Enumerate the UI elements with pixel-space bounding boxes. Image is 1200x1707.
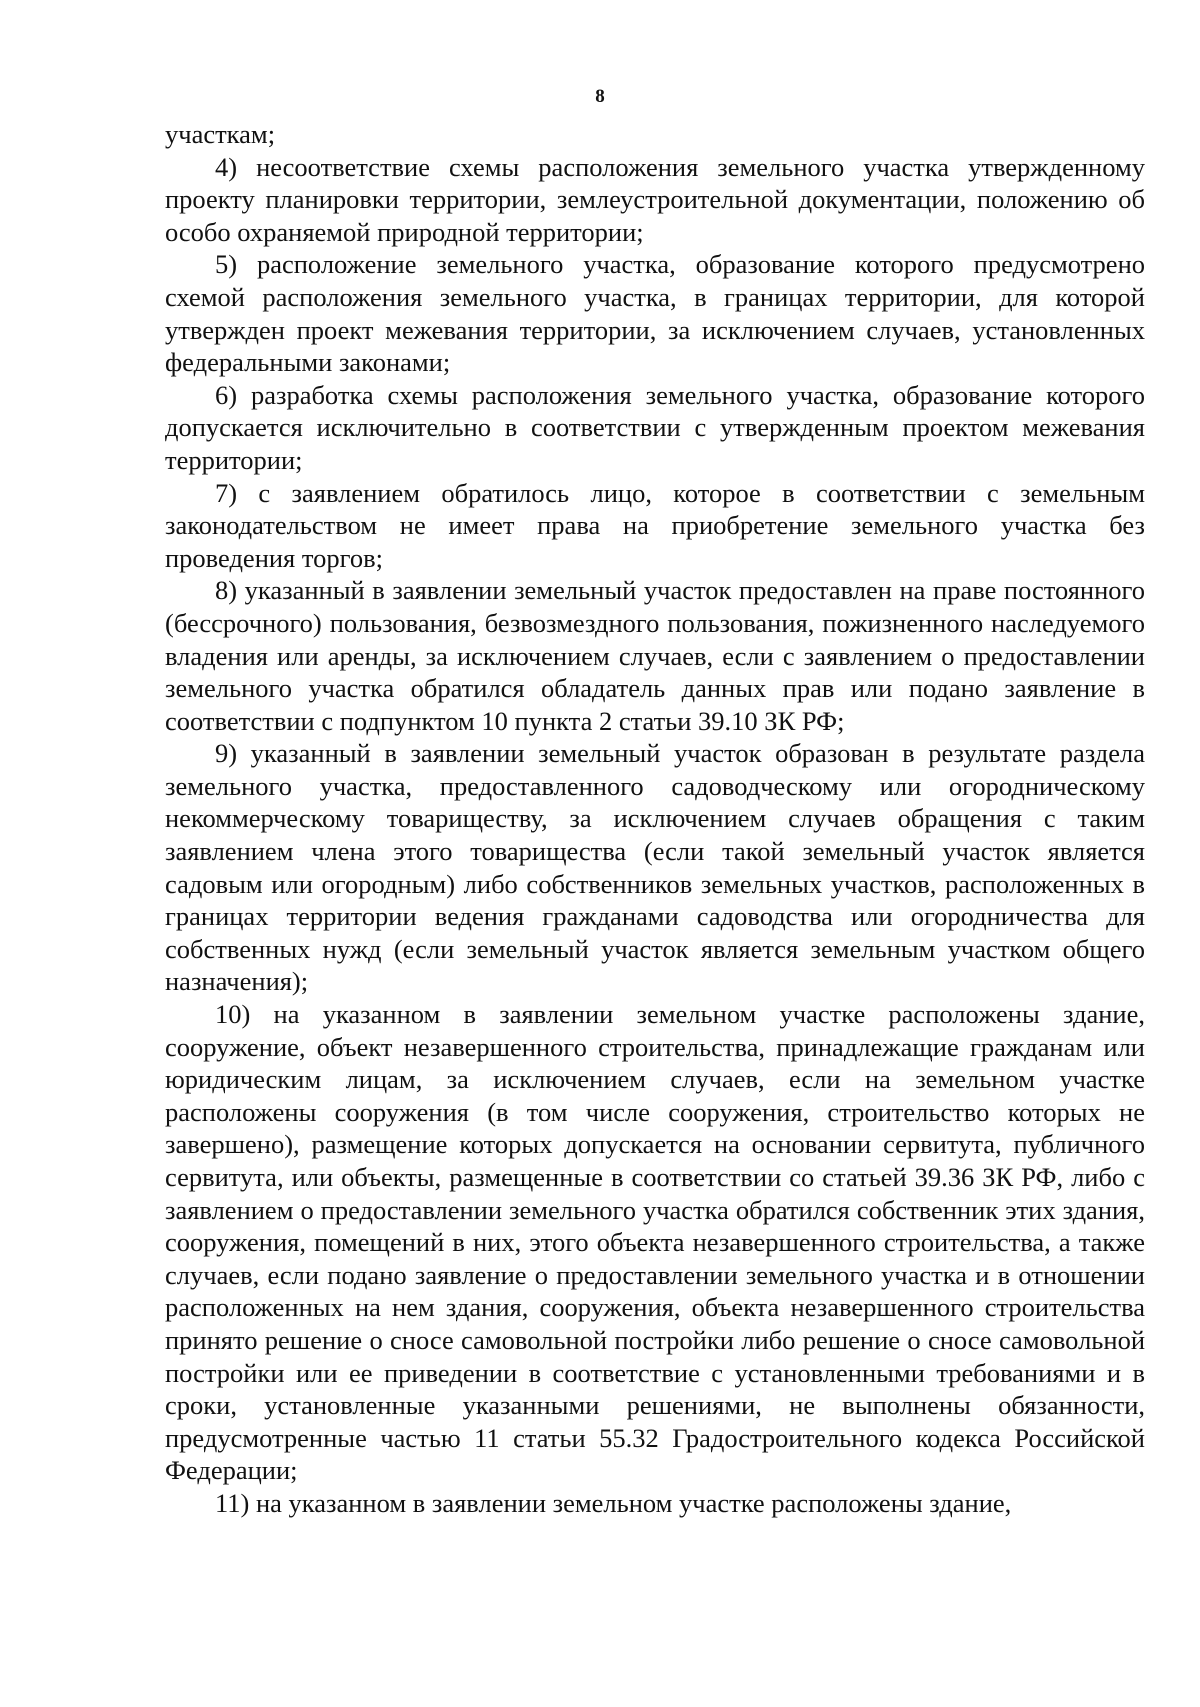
document-body (165, 118, 1145, 1520)
list-item-6: 6) разработка схемы расположения земельного участка, образование которого допускается исключительно в соответствии с утвержденным проектом межевания территории; (165, 379, 1145, 475)
list-item-8: 8) указанный в заявлении земельный участок предоставлен на праве постоянного (бессрочного) пользования, безвозмездного пользования, пожизненного наследуемого владения или аренды, за исключением случаев, если с заявлением о предоставлении земельного участка обратился обладатель данных прав или подано заявление в соответствии с подпунктом 10 пункта 2 статьи 39.10 ЗК РФ; (165, 575, 1145, 736)
list-item-10: 10) на указанном в заявлении земельном участке расположены здание, сооружение, объект незавершенного строительства, принадлежащие гражданам или юридическим лицам, за исключением случаев, если на земельном участке расположены сооружения (в том числе сооружения, строительство которых не завершено), размещение которых допускается на основании сервитута, публичного сервитута, или объекты, размещенные в соответствии со статьей 39.36 ЗК РФ, либо с заявлением о предоставлении земельного участка обратился собственник этих здания, сооружения, помещений в них, этого объекта незавершенного строительства, а также случаев, если подано заявление о предоставлении земельного участка и в отношении расположенных на нем здания, сооружения, объекта незавершенного строительства принято решение о сносе самовольной постройки либо решение о сносе самовольной постройки или ее приведении в соответствие с установленными требованиями и в сроки, установленные указанными решениями, не выполнены обязанности, предусмотренные частью 11 статьи 55.32 Градостроительного кодекса Российской Федерации; (165, 999, 1145, 1486)
list-item-7: 7) с заявлением обратилось лицо, которое в соответствии с земельным законодательством не имеет права на приобретение земельного участка без проведения торгов; (165, 477, 1145, 573)
paragraph-continuation: участкам; (165, 119, 276, 149)
list-item-4: 4) несоответствие схемы расположения земельного участка утвержденному проекту планировки территории, землеустроительной документации, положению об особо охраняемой природной территории; (165, 151, 1145, 247)
list-item-11: 11) на указанном в заявлении земельном участке расположены здание, (215, 1487, 1012, 1518)
list-item-9: 9) указанный в заявлении земельный участок образован в результате раздела земельного участка, предоставленного садоводческому или огородническому некоммерческому товариществу, за исключением случаев обращения с таким заявлением члена этого товарищества (если такой земельный участок является садовым или огородным) либо собственников земельных участков, расположенных в границах территории ведения гражданами садоводства или огородничества для собственных нужд (если земельный участок является земельным участком общего назначения); (165, 738, 1145, 997)
page-number: 8 (595, 86, 605, 107)
list-item-5: 5) расположение земельного участка, образование которого предусмотрено схемой расположения земельного участка, в границах территории, для которой утвержден проект межевания территории, за исключением случаев, установленных федеральными законами; (165, 249, 1145, 378)
